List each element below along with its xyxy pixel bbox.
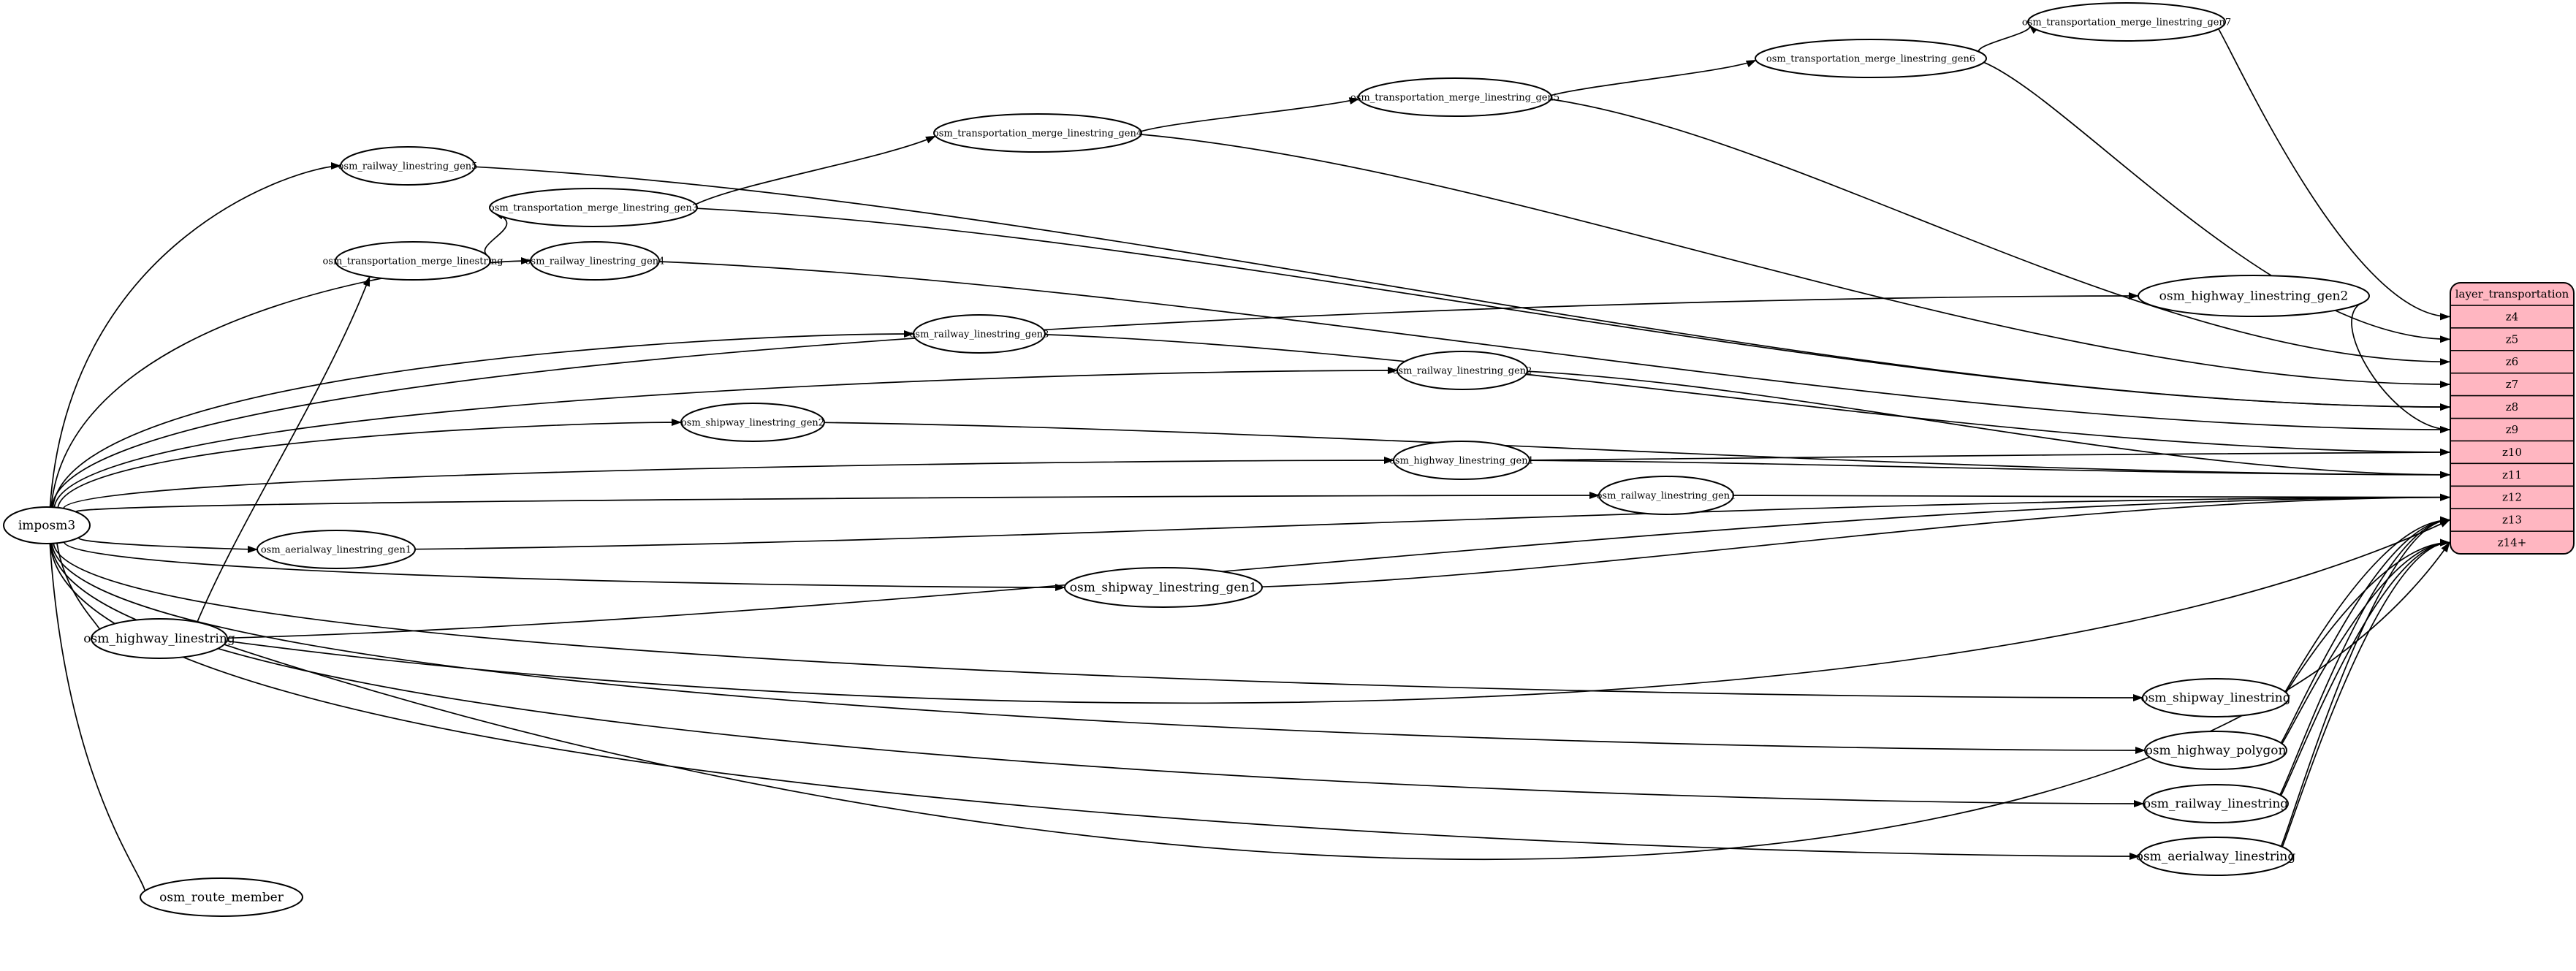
edge-osm_railway_linestring-to-z14+: [2281, 543, 2450, 796]
edge-osm_shipway_linestring_gen2-to-z11: [824, 422, 2450, 475]
edge-osm_transportation_merge_linestring_gen4-to-osm_transportation_merge_linestring_gen5: [1141, 99, 1359, 132]
edge-imposm3-to-osm_railway_linestring_gen4: [51, 261, 531, 507]
layer-table-row-z13: z13: [2502, 513, 2522, 527]
edge-osm_transportation_merge_linestring_gen5-to-z6: [1551, 99, 2450, 362]
layer-table-row-z4: z4: [2505, 310, 2519, 324]
node-osm_railway_linestring: [2143, 785, 2288, 823]
node-label-osm_transportation_merge_linestring_gen7: osm_transportation_merge_linestring_gen7: [2021, 17, 2232, 28]
layer-table-row-z11: z11: [2502, 468, 2522, 481]
node-label-osm_highway_linestring: osm_highway_linestring: [83, 631, 235, 647]
edge-osm_highway_linestring_gen2-to-z9: [2352, 302, 2450, 430]
node-osm_aerialway_linestring: [2136, 837, 2296, 875]
node-osm_transportation_merge_linestring: [322, 242, 503, 280]
edge-imposm3-to-osm_highway_linestring_gen2: [52, 296, 2138, 507]
layer-table-title: layer_transportation: [2455, 287, 2569, 301]
edge-osm_transportation_merge_linestring_gen4-to-z7: [1141, 134, 2450, 384]
node-label-osm_railway_linestring_gen1: osm_railway_linestring_gen1: [1596, 490, 1736, 502]
node-osm_transportation_merge_linestring_gen6: [1755, 39, 1986, 77]
node-label-osm_shipway_linestring: osm_shipway_linestring: [2140, 690, 2291, 706]
edge-osm_shipway_linestring-to-z13: [2285, 520, 2450, 692]
table-layer: [2450, 283, 2574, 554]
node-label-osm_aerialway_linestring: osm_aerialway_linestring: [2135, 849, 2296, 864]
edge-imposm3-to-osm_route_member: [50, 544, 145, 897]
node-label-imposm3: imposm3: [18, 518, 76, 533]
node-label-osm_shipway_linestring_gen2: osm_shipway_linestring_gen2: [680, 417, 825, 429]
node-label-osm_transportation_merge_linestring_gen6: osm_transportation_merge_linestring_gen6: [1766, 53, 1976, 65]
edge-osm_highway_linestring-to-z12: [227, 498, 2450, 639]
layer-table-row-z14+: z14+: [2497, 536, 2527, 549]
edge-imposm3-to-osm_aerialway_linestring_gen1: [79, 538, 257, 550]
node-osm_railway_linestring_gen1: [1597, 476, 1736, 514]
edge-osm_aerialway_linestring-to-z13: [2281, 520, 2450, 847]
node-osm_shipway_linestring_gen2: [681, 403, 824, 441]
layer-table-row-z10: z10: [2502, 445, 2522, 459]
node-osm_railway_linestring_gen5: [338, 147, 478, 185]
layer-table-row-z9: z9: [2505, 422, 2519, 436]
edge-osm_transportation_merge_linestring-to-osm_transportation_merge_linestring_gen3: [485, 213, 506, 255]
edge-osm_highway_linestring-to-osm_transportation_merge_linestring: [197, 277, 370, 622]
node-label-osm_highway_polygon: osm_highway_polygon: [2145, 743, 2287, 758]
node-osm_transportation_merge_linestring_gen5: [1350, 78, 1559, 116]
node-osm_railway_linestring_gen4: [525, 242, 665, 280]
edge-imposm3-to-osm_shipway_linestring_gen1: [64, 542, 1065, 587]
node-osm_railway_linestring_gen2: [1393, 351, 1532, 389]
node-label-osm_railway_linestring_gen4: osm_railway_linestring_gen4: [525, 256, 665, 267]
layer-table-row-z7: z7: [2505, 378, 2519, 392]
node-label-osm_railway_linestring_gen5: osm_railway_linestring_gen5: [338, 161, 478, 172]
node-osm_shipway_linestring: [2140, 679, 2290, 717]
node-osm_transportation_merge_linestring_gen3: [489, 189, 698, 226]
edge-osm_shipway_linestring_gen1-to-z12: [1262, 498, 2450, 587]
node-label-osm_transportation_merge_linestring: osm_transportation_merge_linestring: [322, 256, 504, 267]
node-label-osm_highway_linestring_gen1: osm_highway_linestring_gen1: [1389, 455, 1534, 467]
edge-osm_transportation_merge_linestring_gen5-to-osm_transportation_merge_linestring_gen6: [1551, 60, 1755, 95]
node-osm_highway_polygon: [2145, 731, 2287, 769]
edge-osm_highway_polygon-to-z14+: [2282, 543, 2450, 744]
layer-table-row-z5: z5: [2505, 332, 2519, 346]
node-osm_transportation_merge_linestring_gen4: [933, 114, 1142, 152]
node-osm_shipway_linestring_gen1: [1065, 568, 1262, 607]
node-imposm3: [4, 507, 90, 544]
node-label-osm_route_member: osm_route_member: [159, 890, 284, 905]
layer-table-row-z12: z12: [2502, 490, 2522, 504]
edge-osm_transportation_merge_linestring_gen3-to-osm_transportation_merge_linestring_gen4: [696, 136, 935, 204]
edge-osm_highway_linestring_gen1-to-z10: [1530, 452, 2450, 460]
node-label-osm_transportation_merge_linestring_gen5: osm_transportation_merge_linestring_gen5: [1350, 92, 1560, 104]
edge-imposm3-to-osm_highway_linestring_gen1: [64, 460, 1394, 509]
layer-table-row-z6: z6: [2505, 355, 2519, 369]
node-label-osm_transportation_merge_linestring_gen3: osm_transportation_merge_linestring_gen3: [488, 202, 699, 214]
node-osm_transportation_merge_linestring_gen7: [2022, 3, 2231, 41]
node-label-osm_transportation_merge_linestring_gen4: osm_transportation_merge_linestring_gen4: [932, 128, 1143, 140]
node-osm_highway_linestring_gen1: [1389, 441, 1534, 479]
edge-osm_transportation_merge_linestring_gen6-to-osm_transportation_merge_linestring_gen7: [1979, 25, 2030, 56]
node-label-osm_railway_linestring: osm_railway_linestring: [2143, 796, 2289, 812]
node-label-osm_railway_linestring_gen2: osm_railway_linestring_gen2: [1392, 365, 1532, 377]
node-label-osm_shipway_linestring_gen1: osm_shipway_linestring_gen1: [1069, 580, 1258, 595]
edge-imposm3-to-osm_highway_linestring: [57, 543, 102, 639]
edge-osm_highway_linestring_gen1-to-z11: [1530, 460, 2450, 475]
edge-osm_transportation_merge_linestring_gen7-to-z4: [2219, 29, 2450, 317]
edge-imposm3-to-osm_railway_linestring_gen1: [76, 495, 1599, 512]
node-osm_railway_linestring_gen3: [910, 315, 1049, 353]
node-label-osm_highway_linestring_gen2: osm_highway_linestring_gen2: [2159, 289, 2349, 304]
node-label-osm_aerialway_linestring_gen1: osm_aerialway_linestring_gen1: [260, 544, 412, 556]
node-osm_aerialway_linestring_gen1: [257, 530, 415, 568]
edge-osm_aerialway_linestring_gen1-to-z12: [415, 498, 2450, 549]
node-label-osm_railway_linestring_gen3: osm_railway_linestring_gen3: [909, 329, 1049, 340]
node-osm_highway_linestring_gen2: [2138, 275, 2369, 316]
layer-table-row-z8: z8: [2505, 400, 2519, 414]
node-osm_route_member: [140, 878, 303, 916]
edge-imposm3-to-osm_shipway_linestring_gen2: [58, 422, 681, 508]
edge-osm_railway_linestring_gen1-to-z12: [1733, 495, 2450, 498]
